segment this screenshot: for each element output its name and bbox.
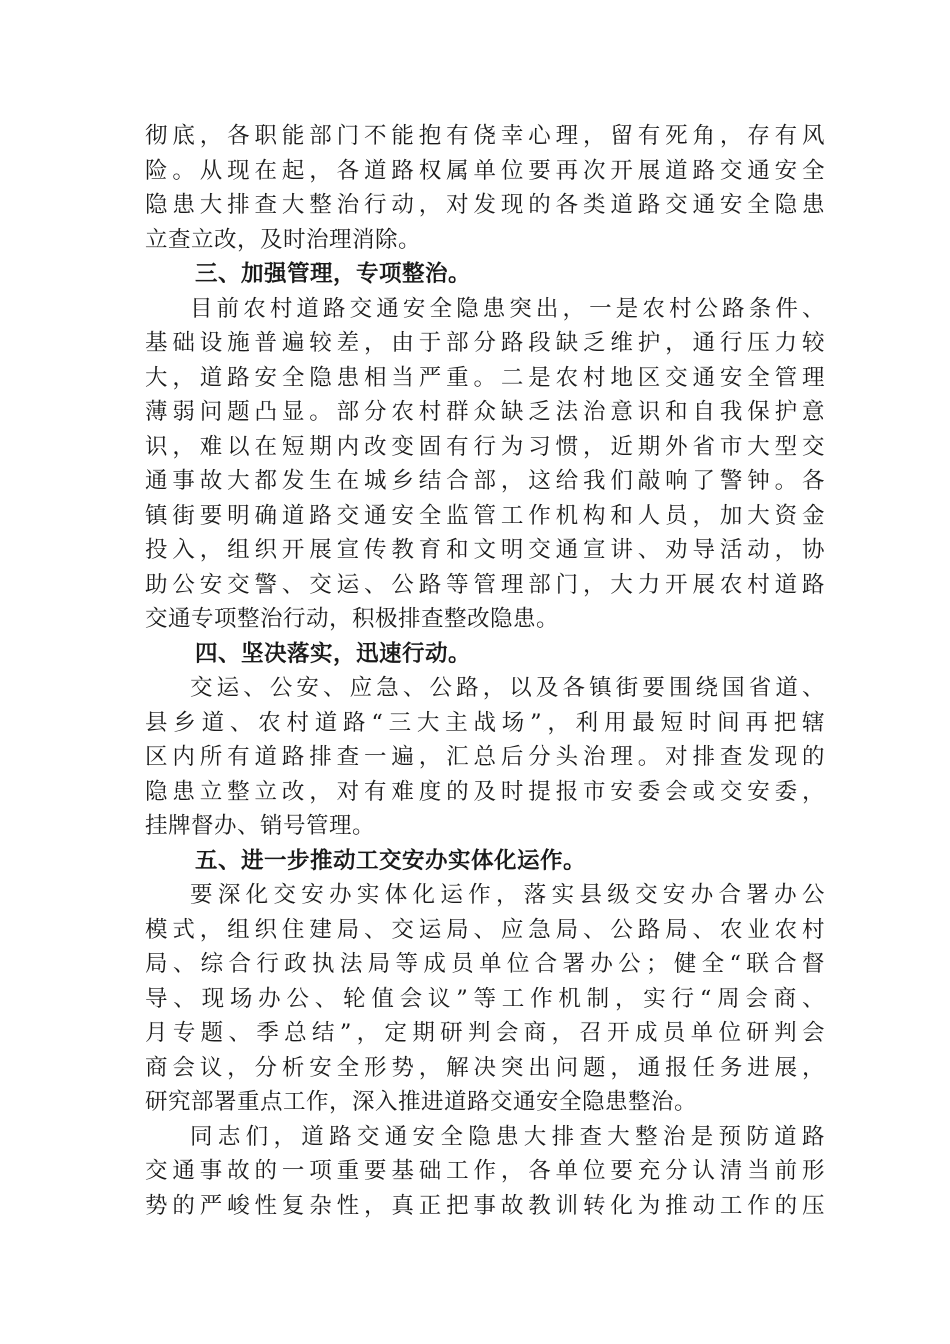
body-line: 区内所有道路排查一遍，汇总后分头治理。对排查发现的 xyxy=(145,744,825,770)
body-line: 县乡道、农村道路“三大主战场”，利用最短时间再把辖 xyxy=(145,709,825,736)
body-line: 助公安交警、交运、公路等管理部门，大力开展农村道路 xyxy=(145,571,825,598)
body-line: 要深化交安办实体化运作，落实县级交安办合署办公 xyxy=(190,882,825,908)
body-line: 彻底，各职能部门不能抱有侥幸心理，留有死角，存有风 xyxy=(145,123,825,149)
body-line: 模式，组织住建局、交运局、应急局、公路局、农业农村 xyxy=(145,916,825,943)
body-line: 势的严峻性复杂性，真正把事故教训转化为推动工作的压 xyxy=(145,1192,825,1219)
section-heading: 三、加强管理，专项整治。 xyxy=(195,261,472,287)
body-line: 交通专项整治行动，积极排查整改隐患。 xyxy=(145,606,560,632)
body-line: 隐患大排查大整治行动，对发现的各类道路交通安全隐患 xyxy=(145,192,825,218)
section-heading: 四、坚决落实，迅速行动。 xyxy=(195,640,472,667)
body-line: 商会议，分析安全形势，解决突出问题，通报任务进展， xyxy=(145,1054,825,1081)
body-line: 交通事故的一项重要基础工作，各单位要充分认清当前形 xyxy=(145,1158,825,1184)
body-line: 隐患立整立改，对有难度的及时提报市安委会或交安委， xyxy=(145,778,825,805)
body-line: 薄弱问题凸显。部分农村群众缺乏法治意识和自我保护意 xyxy=(145,399,825,425)
body-line: 基础设施普遍较差，由于部分路段缺乏维护，通行压力较 xyxy=(145,330,825,356)
document-body xyxy=(145,119,825,1223)
body-line: 挂牌督办、销号管理。 xyxy=(145,813,376,839)
body-line: 镇街要明确道路交通安全监管工作机构和人员，加大资金 xyxy=(145,502,825,529)
body-line: 同志们，道路交通安全隐患大排查大整治是预防道路 xyxy=(190,1123,825,1150)
body-line: 险。从现在起，各道路权属单位要再次开展道路交通安全 xyxy=(145,157,825,184)
body-line: 导、现场办公、轮值会议”等工作机制，实行“周会商、 xyxy=(145,985,825,1012)
body-line: 局、综合行政执法局等成员单位合署办公；健全“联合督 xyxy=(145,951,825,977)
body-line: 大，道路安全隐患相当严重。二是农村地区交通安全管理 xyxy=(145,364,825,391)
body-line: 月专题、季总结”，定期研判会商，召开成员单位研判会 xyxy=(145,1020,825,1046)
body-line: 立查立改，及时治理消除。 xyxy=(145,226,422,253)
body-line: 研究部署重点工作，深入推进道路交通安全隐患整治。 xyxy=(145,1089,698,1115)
body-line: 通事故大都发生在城乡结合部，这给我们敲响了警钟。各 xyxy=(145,468,825,494)
body-line: 目前农村道路交通安全隐患突出，一是农村公路条件、 xyxy=(190,295,825,322)
body-line: 投入，组织开展宣传教育和文明交通宣讲、劝导活动，协 xyxy=(145,537,825,563)
body-line: 识，难以在短期内改变固有行为习惯，近期外省市大型交 xyxy=(145,433,825,460)
section-heading: 五、进一步推动工交安办实体化运作。 xyxy=(195,847,587,874)
body-line: 交运、公安、应急、公路，以及各镇街要围绕国省道、 xyxy=(190,675,825,701)
